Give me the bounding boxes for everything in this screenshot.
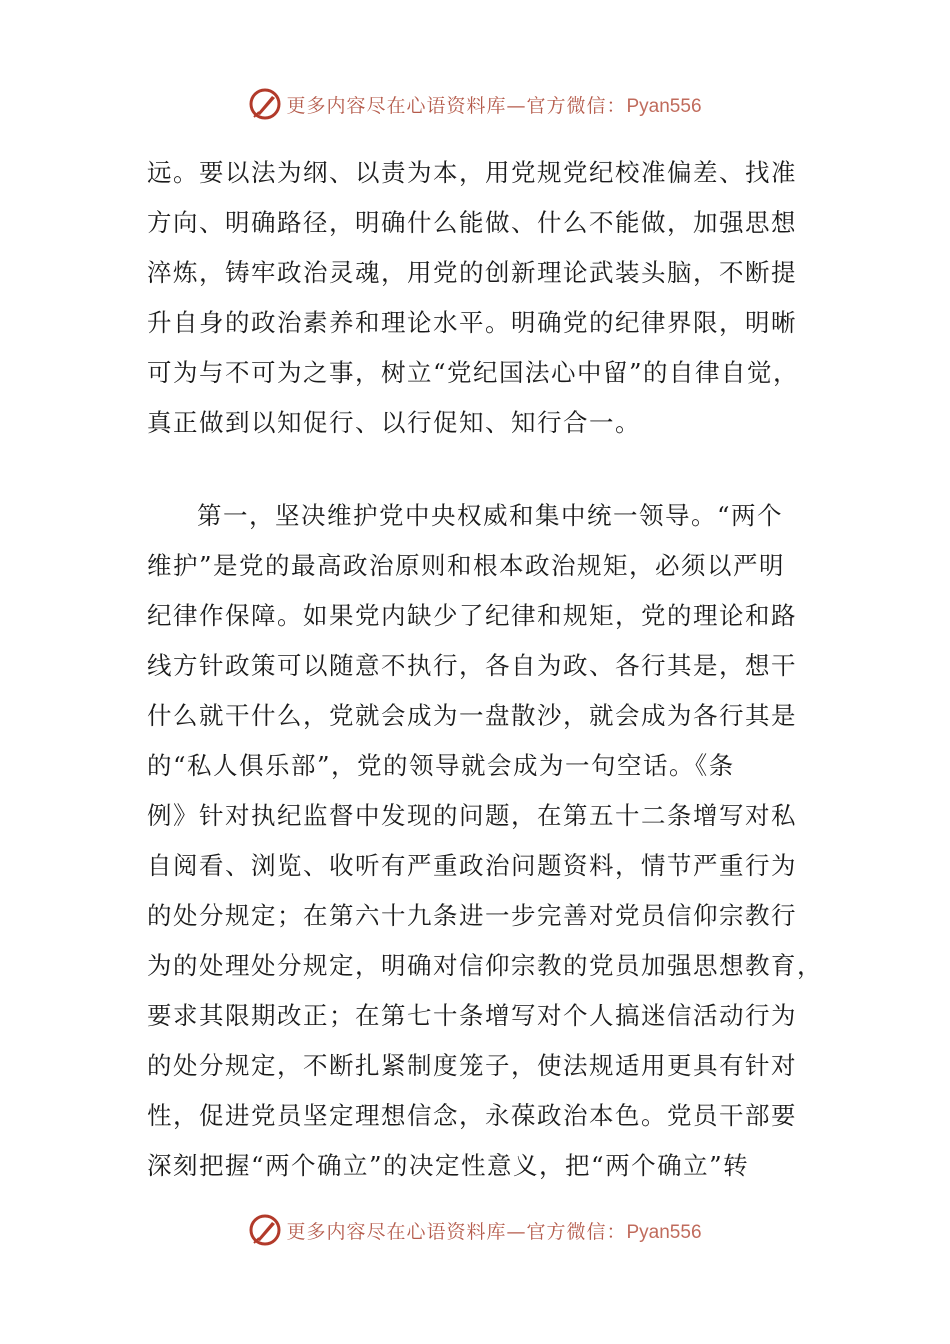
text-line: 的“私人俱乐部”，党的领导就会成为一句空话。《条 (147, 751, 735, 780)
text-line: 维护”是党的最高政治原则和根本政治规矩，必须以严明 (147, 551, 786, 580)
quill-pen-logo-icon (248, 87, 282, 121)
text-line: 自阅看、浏览、收听有严重政治问题资料，情节严重行为 (147, 851, 797, 880)
text-line: 什么就干什么，党就会成为一盘散沙，就会成为各行其是 (147, 701, 797, 730)
text-line: 例》针对执纪监督中发现的问题，在第五十二条增写对私 (147, 801, 797, 830)
text-line: 性，促进党员坚定理想信念，永葆政治本色。党员干部要 (147, 1101, 797, 1130)
text-line: 为的处理处分规定，明确对信仰宗教的党员加强思想教育， (147, 951, 823, 980)
text-line: 淬炼，铸牢政治灵魂，用党的创新理论武装头脑，不断提 (147, 258, 797, 287)
text-line: 纪律作保障。如果党内缺少了纪律和规矩，党的理论和路 (147, 601, 797, 630)
text-line: 可为与不可为之事，树立“党纪国法心中留”的自律自觉， (147, 358, 800, 387)
header-wechat-id: Pyan556 (626, 95, 702, 117)
paragraph (147, 148, 800, 448)
footer-banner (0, 1208, 950, 1252)
header-banner (0, 82, 950, 126)
text-line: 第一，坚决维护党中央权威和集中统一领导。“两个 (197, 501, 784, 530)
text-line: 深刻把握“两个确立”的决定性意义，把“两个确立”转 (147, 1151, 750, 1180)
text-line: 方向、明确路径，明确什么能做、什么不能做，加强思想 (147, 208, 797, 237)
footer-prefix: 更多内容尽在心语资料库—官方微信： (286, 1220, 627, 1243)
paragraph-gap (147, 448, 797, 491)
quill-pen-logo-icon (248, 1213, 282, 1247)
text-line: 线方针政策可以随意不执行，各自为政、各行其是，想干 (147, 651, 797, 680)
header-text (286, 91, 701, 118)
text-line: 升自身的政治素养和理论水平。明确党的纪律界限，明晰 (147, 308, 797, 337)
text-line: 要求其限期改正；在第七十条增写对个人搞迷信活动行为 (147, 1001, 797, 1030)
footer-text (286, 1217, 701, 1244)
footer-wechat-id: Pyan556 (626, 1221, 702, 1243)
paragraph (147, 491, 823, 1191)
text-line: 的处分规定；在第六十九条进一步完善对党员信仰宗教行 (147, 901, 797, 930)
document-body (147, 148, 823, 1191)
text-line: 真正做到以知促行、以行促知、知行合一。 (147, 408, 641, 437)
text-line: 的处分规定，不断扎紧制度笼子，使法规适用更具有针对 (147, 1051, 797, 1080)
header-prefix: 更多内容尽在心语资料库—官方微信： (286, 94, 627, 117)
text-line: 远。要以法为纲、以责为本，用党规党纪校准偏差、找准 (147, 158, 797, 187)
